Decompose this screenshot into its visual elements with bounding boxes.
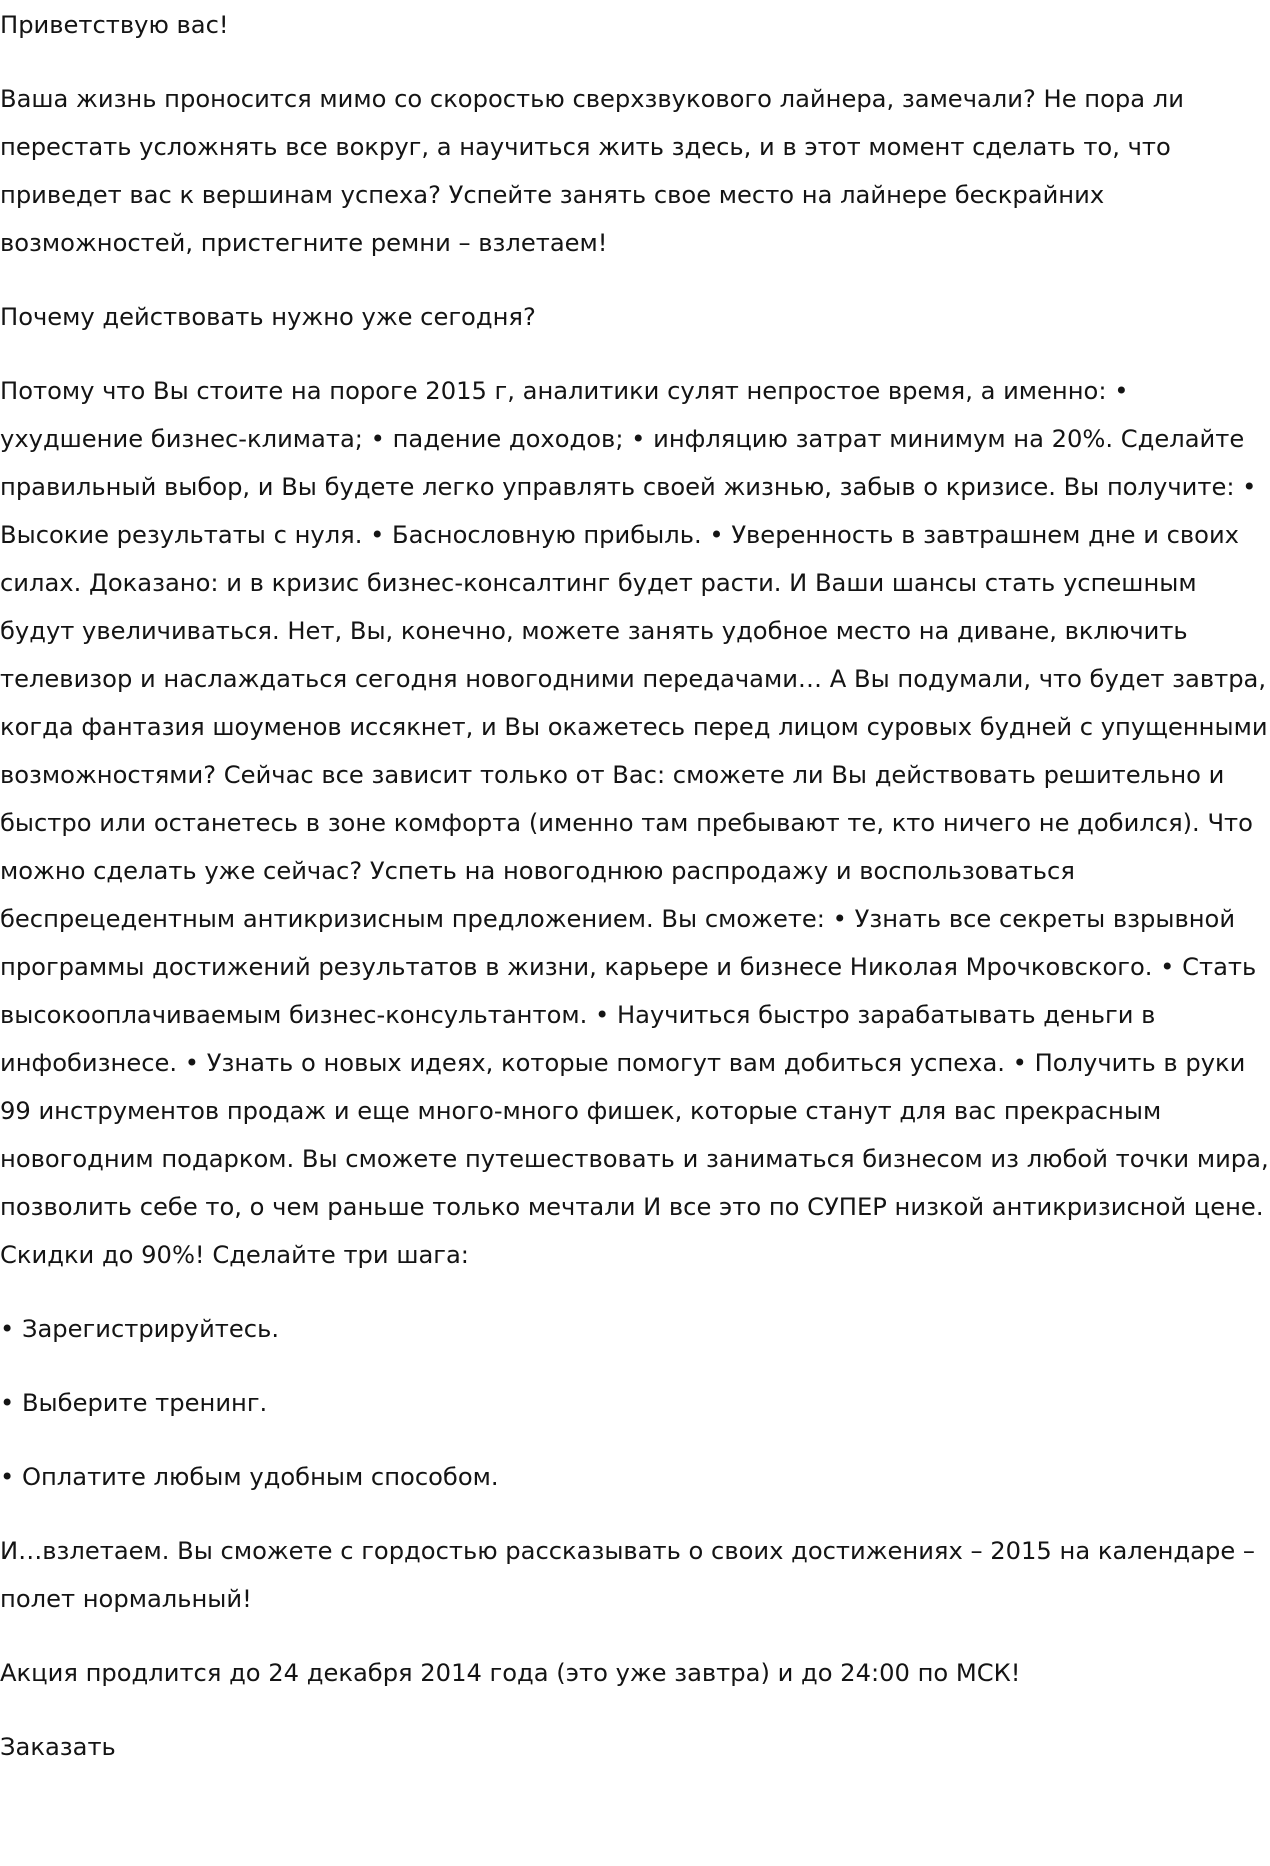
step-register: • Зарегистрируйтесь. — [0, 1315, 280, 1343]
deadline-paragraph: Акция продлится до 24 декабря 2014 года (это уже завтра) и до 24:00 по МСК! — [0, 1659, 1021, 1687]
greeting: Приветствую вас! — [0, 11, 229, 39]
intro-paragraph: Ваша жизнь проносится мимо со скоростью сверхзвукового лайнера, замечали? Не пора ли перестать усложнять все вокруг, а научиться жить здесь, и в этот момент сделать то, что приведет вас к вершинам успеха? Успейте занять свое место на лайнере бескрайних возможностей, пристегните ремни – взлетаем! — [0, 85, 1184, 257]
step-pay: • Оплатите любым удобным способом. — [0, 1463, 499, 1491]
main-paragraph: Потому что Вы стоите на пороге 2015 г, аналитики сулят непростое время, а именно: • ухудшение бизнес-климата; • падение доходов; • инфляцию затрат минимум на 20%. Сделайте правильный выбор, и Вы будете легко управлять своей жизнью, забыв о кризисе. Вы получите: • Высокие результаты с нуля. • Баснословную прибыль. • Уверенность в завтрашнем дне и своих силах. Доказано: и в кризис бизнес-консалтинг будет расти. И Ваши шансы стать успешным будут увеличиваться. Нет, Вы, конечно, можете занять удобное место на диване, включить телевизор и наслаждаться сегодня новогодними передачами… А Вы подумали, что будет завтра, когда фантазия шоуменов иссякнет, и Вы окажетесь перед лицом суровых будней с упущенными возможностями? Сейчас все зависит только от Вас: сможете ли Вы действовать решительно и быстро или останетесь в зоне комфорта (именно там пребывают те, кто ничего не добился). Что можно сделать уже сейчас? Успеть на новогоднюю распродажу и воспользоваться беспрецедентным антикризисным предложением. Вы сможете: • Узнать все секреты взрывной программы достижений результатов в жизни, карьере и бизнесе Николая Мрочковского. • Стать высокооплачиваемым бизнес-консультантом. • Научиться быстро зарабатывать деньги в инфобизнесе. • Узнать о новых идеях, которые помогут вам добиться успеха. • Получить в руки 99 инструментов продаж и еще много-много фишек, которые станут для вас прекрасным новогодним подарком. Вы сможете путешествовать и заниматься бизнесом из любой точки мира, позволить себе то, о чем раньше только мечтали И все это по СУПЕР низкой антикризисной цене. Скидки до 90%! Сделайте три шага: — [0, 377, 1269, 1269]
order-link[interactable]: Заказать — [0, 1733, 116, 1761]
order-line — [0, 1723, 1270, 1771]
step-choose-training: • Выберите тренинг. — [0, 1389, 268, 1417]
closing-paragraph: И…взлетаем. Вы сможете с гордостью рассказывать о своих достижениях – 2015 на календаре – полет нормальный! — [0, 1537, 1255, 1613]
question-paragraph: Почему действовать нужно уже сегодня? — [0, 303, 536, 331]
